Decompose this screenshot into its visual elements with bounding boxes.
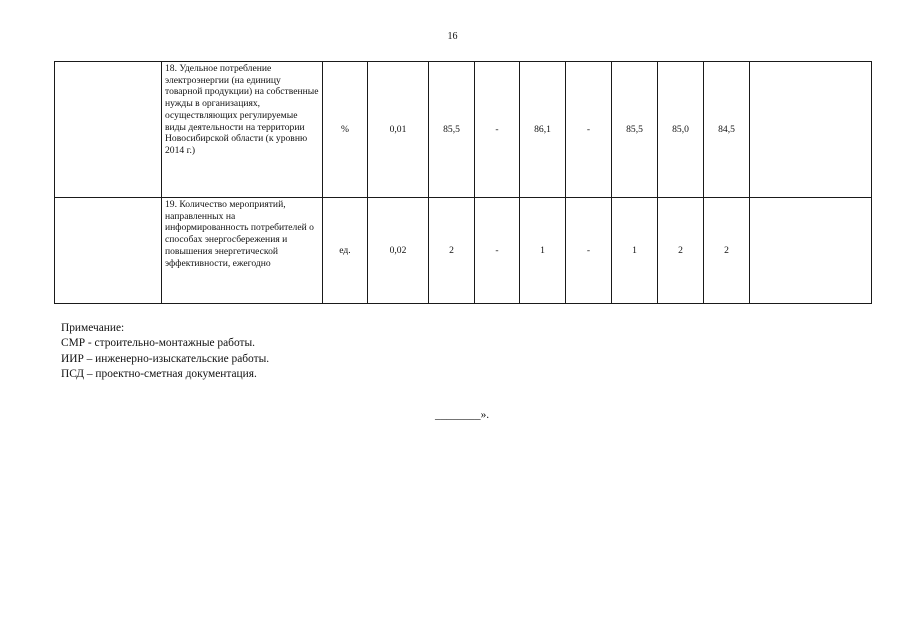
table-cell-empty	[750, 62, 872, 198]
value-cell: -	[475, 62, 520, 198]
value-cell: 85,0	[658, 62, 704, 198]
notes-heading: Примечание:	[61, 322, 125, 334]
value-cell: -	[475, 198, 520, 304]
value-cell: -	[566, 62, 612, 198]
weight-cell: 0,01	[368, 62, 429, 198]
value-cell: 1	[612, 198, 658, 304]
value-cell: -	[566, 198, 612, 304]
indicators-table	[54, 61, 872, 304]
unit-cell: %	[323, 62, 368, 198]
value-cell: 86,1	[520, 62, 566, 198]
note-item: СМР - строительно-монтажные работы.	[61, 337, 255, 350]
table-cell-empty	[55, 198, 162, 304]
value-cell: 84,5	[704, 62, 750, 198]
value-cell: 2	[704, 198, 750, 304]
value-cell: 85,5	[612, 62, 658, 198]
value-cell: 1	[520, 198, 566, 304]
value-cell: 2	[429, 198, 475, 304]
closing-mark: ________».	[435, 409, 490, 421]
indicator-name-cell: 19. Количество мероприятий, направленных на информированность потребителей о способах энергосбережения и повышения энергетической эффективности, ежегодно	[162, 198, 323, 304]
table-row	[55, 62, 872, 198]
note-item: ИИР – инженерно-изыскательские работы.	[61, 352, 270, 365]
table-cell-empty	[750, 198, 872, 304]
value-cell: 85,5	[429, 62, 475, 198]
table-row	[55, 198, 872, 304]
note-item: ПСД – проектно-сметная документация.	[61, 368, 257, 381]
weight-cell: 0,02	[368, 198, 429, 304]
indicator-name-cell: 18. Удельное потребление электроэнергии (на единицу товарной продукции) на собственные нужды в организациях, осуществляющих регулируемые виды деятельности на территории Новосибирской области (к уровню 2014 г.)	[162, 62, 323, 198]
notes-block	[61, 321, 269, 383]
table-cell-empty	[55, 62, 162, 198]
value-cell: 2	[658, 198, 704, 304]
page-number: 16	[447, 31, 458, 42]
unit-cell: ед.	[323, 198, 368, 304]
